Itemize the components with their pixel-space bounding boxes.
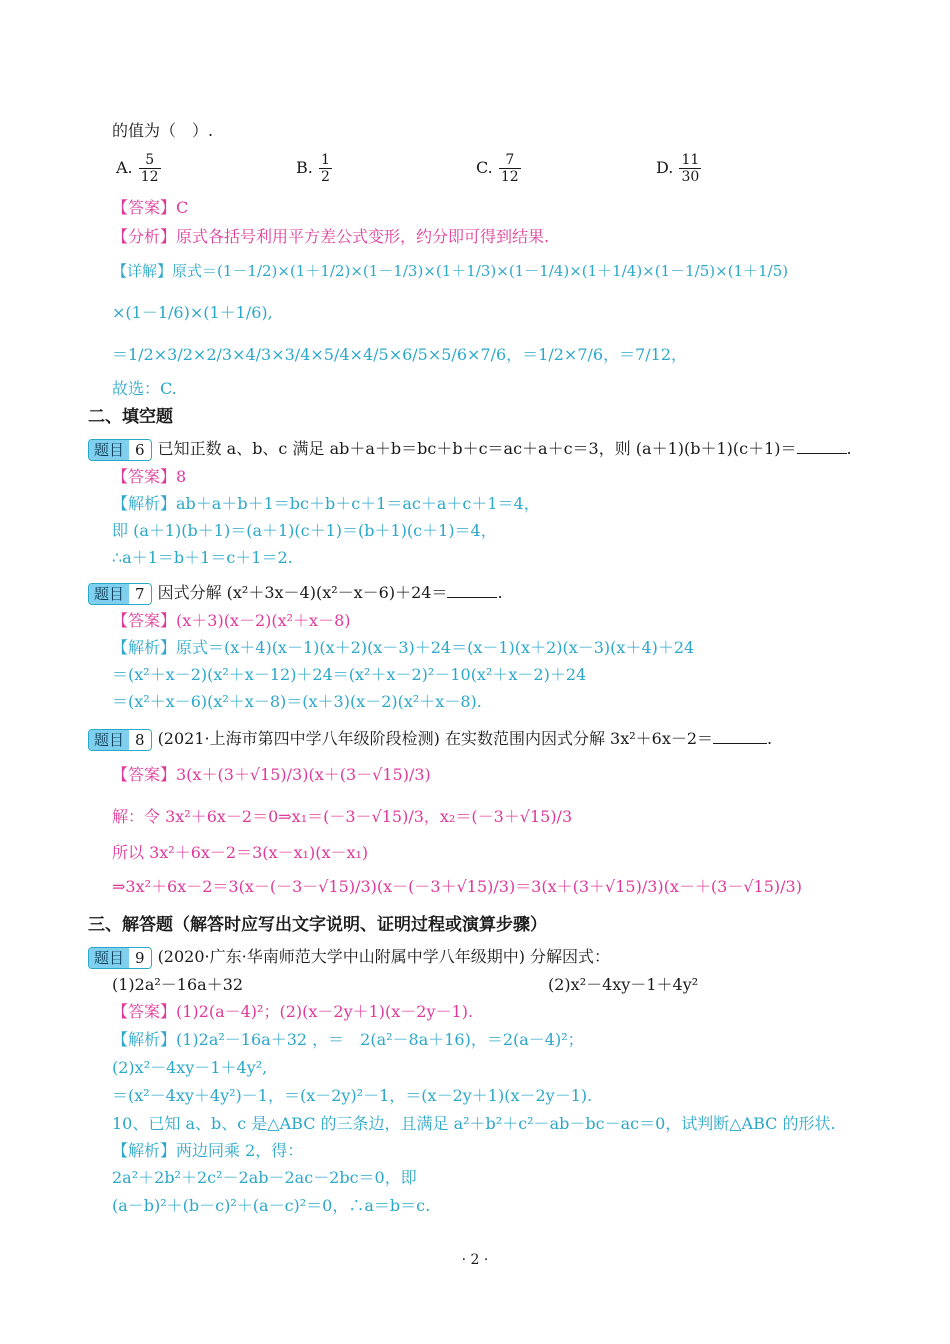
option-b-letter: B. xyxy=(296,158,313,177)
option-d-fraction: $\frac{11}{30}$ xyxy=(681,152,700,185)
q6-answer: 【答案】8 xyxy=(112,467,187,486)
option-c-letter: C. xyxy=(476,158,493,177)
q9-solution-line2: (2)x²－4xy－1＋4y², xyxy=(112,1058,268,1077)
q7-solution-line3: ＝(x²＋x－6)(x²＋x－8)＝(x＋3)(x－2)(x²＋x－8). xyxy=(112,692,482,711)
section-fill-in-heading: 二、填空题 xyxy=(88,407,173,427)
q7-solution-line2: ＝(x²＋x－2)(x²＋x－12)＋24＝(x²＋x－2)²－10(x²＋x－2)＋24 xyxy=(112,665,587,684)
q9-solution-line1: 【解析】(1)2a²－16a＋32 ，＝ 2(a²－8a＋16)，＝2(a－4)²； xyxy=(112,1030,584,1049)
q5-detail-line4: 故选：C. xyxy=(112,379,177,398)
q7-solution-line1: 【解析】原式＝(x＋4)(x－1)(x＋2)(x－3)＋24＝(x－1)(x＋2)(x－3)(x＋4)＋24 xyxy=(112,638,695,657)
q8-stem: 题目 8 (2021·上海市第四中学八年级阶段检测) 在实数范围内因式分解 3x²＋6x－2＝ . xyxy=(88,728,772,751)
q10-stem: 10、已知 a、b、c 是△ABC 的三条边，且满足 a²＋b²＋c²－ab－bc－ac＝0，试判断△ABC 的形状. xyxy=(112,1114,836,1133)
option-c xyxy=(476,152,522,185)
q5-answer: 【答案】C xyxy=(112,198,189,217)
q8-solution-line1: 解：令 3x²＋6x－2＝0⇒x₁＝(－3－√15)/3，x₂＝(－3＋√15)/3 xyxy=(112,807,573,826)
option-a-fraction: $\frac{5}{12}$ xyxy=(140,152,159,185)
q6-solution-line2: 即 (a＋1)(b＋1)＝(a＋1)(c＋1)＝(b＋1)(c＋1)＝4， xyxy=(112,521,497,540)
q7-stem-text: 因式分解 (x²＋3x－4)(x²－x－6)＋24＝ xyxy=(157,583,448,602)
q9-stem-text: (2020·广东·华南师范大学中山附属中学八年级期中) 分解因式： xyxy=(157,947,611,966)
option-c-fraction: $\frac{7}{12}$ xyxy=(500,152,519,185)
q8-stem-text: (2021·上海市第四中学八年级阶段检测) 在实数范围内因式分解 3x²＋6x－2＝ xyxy=(157,729,714,748)
q5-analysis: 【分析】原式各括号利用平方差公式变形，约分即可得到结果. xyxy=(112,227,550,246)
q9-part2: (2)x²－4xy－1＋4y² xyxy=(548,975,699,994)
q9-solution-line3: ＝(x²－4xy＋4y²)－1，＝(x－2y)²－1，＝(x－2y＋1)(x－2y－1). xyxy=(112,1086,593,1105)
q9-stem xyxy=(88,946,610,969)
q5-stem-tail: 的值为（ ）. xyxy=(112,121,214,140)
q7-answer: 【答案】(x＋3)(x－2)(x²＋x－8) xyxy=(112,611,351,630)
q6-tag: 题目 6 xyxy=(88,439,152,461)
q8-solution-line2: 所以 3x²＋6x－2＝3(x－x₁)(x－x₁) xyxy=(112,843,369,862)
q8-answer: 【答案】3(x＋(3＋√15)/3)(x＋(3－√15)/3) xyxy=(112,765,431,784)
q7-stem: 题目 7 因式分解 (x²＋3x－4)(x²－x－6)＋24＝ . xyxy=(88,582,503,605)
page-number: · 2 · xyxy=(461,1252,489,1268)
option-b xyxy=(296,152,333,185)
q6-stem-text: 已知正数 a、b、c 满足 ab＋a＋b＝bc＋b＋c＝ac＋a＋c＝3，则 (a＋1)(b＋1)(c＋1)＝ xyxy=(157,439,797,458)
q5-detail-line1: 【详解】原式＝(1－1/2)×(1＋1/2)×(1－1/3)×(1＋1/3)×(1－1/4)×(1＋1/4)×(1－1/5)×(1＋1/5) xyxy=(112,262,789,280)
q6-solution-line1: 【解析】ab＋a＋b＋1＝bc＋b＋c＋1＝ac＋a＋c＋1＝4， xyxy=(112,494,540,513)
q10-solution-line3: (a－b)²＋(b－c)²＋(a－c)²＝0，∴a＝b＝c. xyxy=(112,1196,431,1215)
q9-answer: 【答案】(1)2(a－4)²；(2)(x－2y＋1)(x－2y－1). xyxy=(112,1002,474,1021)
q8-tag: 题目 8 xyxy=(88,729,152,751)
q6-stem: 题目 6 已知正数 a、b、c 满足 ab＋a＋b＝bc＋b＋c＝ac＋a＋c＝3，则 (a＋1)(b＋1)(c＋1)＝ . xyxy=(88,438,852,461)
q9-tag: 题目 9 xyxy=(88,947,152,969)
q10-solution-line2: 2a²＋2b²＋2c²－2ab－2ac－2bc＝0，即 xyxy=(112,1168,417,1187)
q10-solution-line1: 【解析】两边同乘 2，得： xyxy=(112,1141,304,1160)
q5-detail-line3: ＝1/2×3/2×2/3×4/3×3/4×5/4×4/5×6/5×5/6×7/6，＝1/2×7/6，＝7/12， xyxy=(112,345,687,364)
option-d-letter: D. xyxy=(656,158,674,177)
q5-detail-line2: ×(1－1/6)×(1＋1/6), xyxy=(112,303,273,322)
q7-tag: 题目 7 xyxy=(88,583,152,605)
q9-part1: (1)2a²－16a＋32 xyxy=(112,975,244,994)
q8-blank xyxy=(713,729,767,744)
option-a-letter: A. xyxy=(116,158,133,177)
q7-blank xyxy=(447,583,497,598)
q6-blank xyxy=(797,439,847,454)
option-b-fraction: $\frac{1}{2}$ xyxy=(320,152,330,185)
q6-solution-line3: ∴a＋1＝b＋1＝c＋1＝2. xyxy=(112,548,293,567)
option-d xyxy=(656,152,702,185)
option-a xyxy=(116,152,162,185)
q8-solution-line3: ⇒3x²＋6x－2＝3(x－(－3－√15)/3)(x－(－3＋√15)/3)＝3(x＋(3＋√15)/3)(x－＋(3－√15)/3) xyxy=(112,877,802,896)
section-solution-heading: 三、解答题（解答时应写出文字说明、证明过程或演算步骤） xyxy=(88,915,547,935)
